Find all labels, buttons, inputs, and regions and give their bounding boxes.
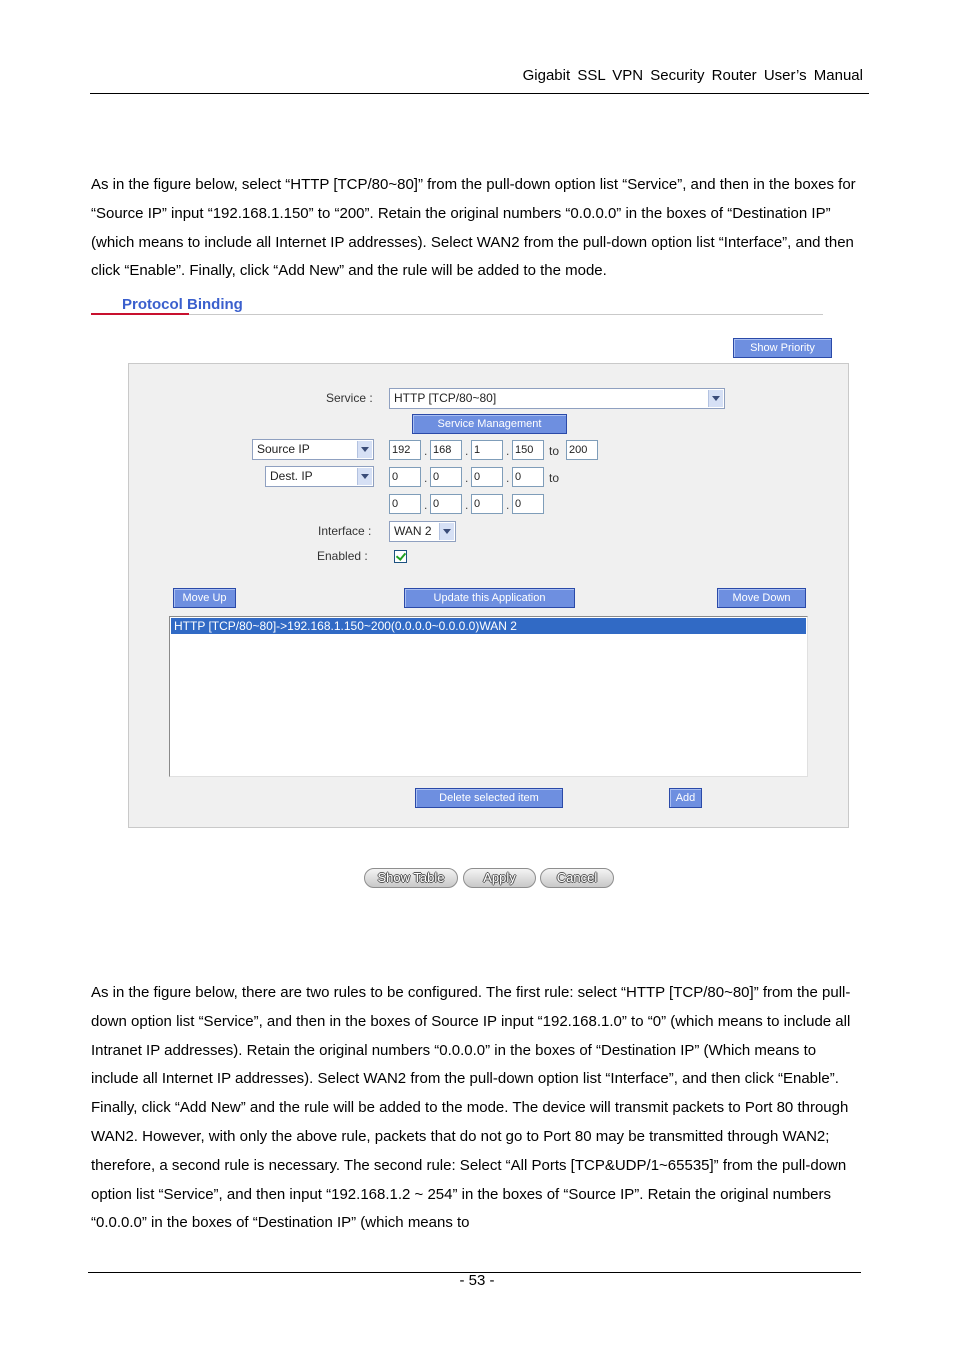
dest-ip-to-octet-3[interactable] bbox=[471, 494, 503, 514]
ip-separator: . bbox=[424, 444, 428, 458]
service-select-value: HTTP [TCP/80~80] bbox=[394, 391, 497, 405]
show-priority-button[interactable]: Show Priority bbox=[733, 338, 832, 358]
dest-ip-from-octet-2[interactable] bbox=[430, 467, 462, 487]
delete-selected-button[interactable]: Delete selected item bbox=[415, 788, 563, 808]
paragraph-intro: As in the figure below, select “HTTP [TCP/80~80]” from the pull-down option list “Service”, and then in the boxes for “Source IP” input “192.168.1.150” to “200”. Retain the original numbers “0.0.0.0” in the boxes of “Destination IP” (which means to include all Internet IP addresses). Select WAN2 from the pull-down option list “Interface”, and then click “Enable”. Finally, click “Add New” and the rule will be added to the mode. bbox=[91, 176, 856, 280]
chevron-down-icon bbox=[439, 523, 454, 540]
ip-separator: . bbox=[465, 444, 469, 458]
title-divider bbox=[189, 314, 823, 315]
chevron-down-icon bbox=[357, 468, 372, 485]
interface-select[interactable] bbox=[389, 521, 456, 542]
manual-header-title: Gigabit SSL VPN Security Router User’s Manual bbox=[522, 67, 863, 84]
source-ip-select-value: Source IP bbox=[257, 442, 310, 456]
dest-ip-select[interactable] bbox=[265, 466, 374, 487]
chevron-down-icon bbox=[708, 390, 723, 407]
add-button[interactable]: Add bbox=[669, 788, 702, 808]
show-table-button[interactable]: Show Table bbox=[364, 868, 458, 888]
source-to-label: to bbox=[549, 444, 560, 458]
move-down-button[interactable]: Move Down bbox=[717, 588, 806, 608]
dest-ip-to-octet-1[interactable] bbox=[389, 494, 421, 514]
cancel-button[interactable]: Cancel bbox=[540, 868, 614, 888]
dest-ip-select-value: Dest. IP bbox=[270, 469, 313, 483]
service-management-button[interactable]: Service Management bbox=[412, 414, 567, 434]
chevron-down-icon bbox=[357, 441, 372, 458]
source-ip-octet-2[interactable] bbox=[430, 440, 462, 460]
source-ip-select[interactable] bbox=[252, 439, 374, 460]
dest-ip-to-octet-4[interactable] bbox=[512, 494, 544, 514]
ip-separator: . bbox=[506, 444, 510, 458]
source-ip-octet-3[interactable] bbox=[471, 440, 503, 460]
dest-ip-from-octet-3[interactable] bbox=[471, 467, 503, 487]
move-up-button[interactable]: Move Up bbox=[173, 588, 236, 608]
source-ip-octet-4[interactable] bbox=[512, 440, 544, 460]
service-label: Service : bbox=[326, 391, 373, 405]
page-number: - 53 - bbox=[459, 1272, 495, 1289]
interface-label: Interface : bbox=[318, 524, 372, 538]
dest-to-label: to bbox=[549, 471, 560, 485]
paragraph-two-rules: As in the figure below, there are two rules to be configured. The first rule: select “HTTP [TCP/80~80]” from the pull-down option list “Service”, and then in the boxes of Source IP input “192.168.1.0” to “0” (which means to include all Intranet IP addresses). Retain the original numbers “0.0.0.0” in the boxes of “Destination IP” (Which means to include all Internet IP addresses). Select WAN2 from the pull-down option list “Interface”, and then click “Enable”. Finally, click “Add New” and the rule will be added to the mode. The device will transmit packets to Port 80 through WAN2. However, with only the above rule, packets that do not go to Port 80 may be transmitted through WAN2; therefore, a second rule is necessary. The second rule: Select “All Ports [TCP&UDP/1~65535]” from the pull-down option list “Service”, and then input “192.168.1.2 ~ 254” in the boxes of “Source IP”. Retain the original numbers “0.0.0.0” in the boxes of “Destination IP” (which means to bbox=[91, 984, 851, 1232]
list-item[interactable]: HTTP [TCP/80~80]->192.168.1.150~200(0.0.0.0~0.0.0.0)WAN 2 bbox=[171, 618, 806, 634]
ip-separator: . bbox=[506, 498, 510, 512]
source-ip-octet-1[interactable] bbox=[389, 440, 421, 460]
title-accent-rule bbox=[91, 313, 189, 315]
source-ip-to-field[interactable] bbox=[566, 440, 598, 460]
protocol-binding-title: Protocol Binding bbox=[122, 296, 243, 313]
interface-select-value: WAN 2 bbox=[394, 524, 432, 538]
enabled-label: Enabled : bbox=[317, 549, 368, 563]
enabled-checkbox[interactable] bbox=[394, 550, 407, 563]
dest-ip-from-octet-4[interactable] bbox=[512, 467, 544, 487]
ip-separator: . bbox=[465, 498, 469, 512]
ip-separator: . bbox=[424, 471, 428, 485]
ip-separator: . bbox=[465, 471, 469, 485]
dest-ip-from-octet-1[interactable] bbox=[389, 467, 421, 487]
service-select[interactable] bbox=[389, 388, 725, 409]
apply-button[interactable]: Apply bbox=[463, 868, 536, 888]
dest-ip-to-octet-2[interactable] bbox=[430, 494, 462, 514]
ip-separator: . bbox=[506, 471, 510, 485]
update-application-button[interactable]: Update this Application bbox=[404, 588, 575, 608]
rule-list[interactable] bbox=[169, 616, 808, 777]
ip-separator: . bbox=[424, 498, 428, 512]
header-divider bbox=[90, 93, 869, 94]
